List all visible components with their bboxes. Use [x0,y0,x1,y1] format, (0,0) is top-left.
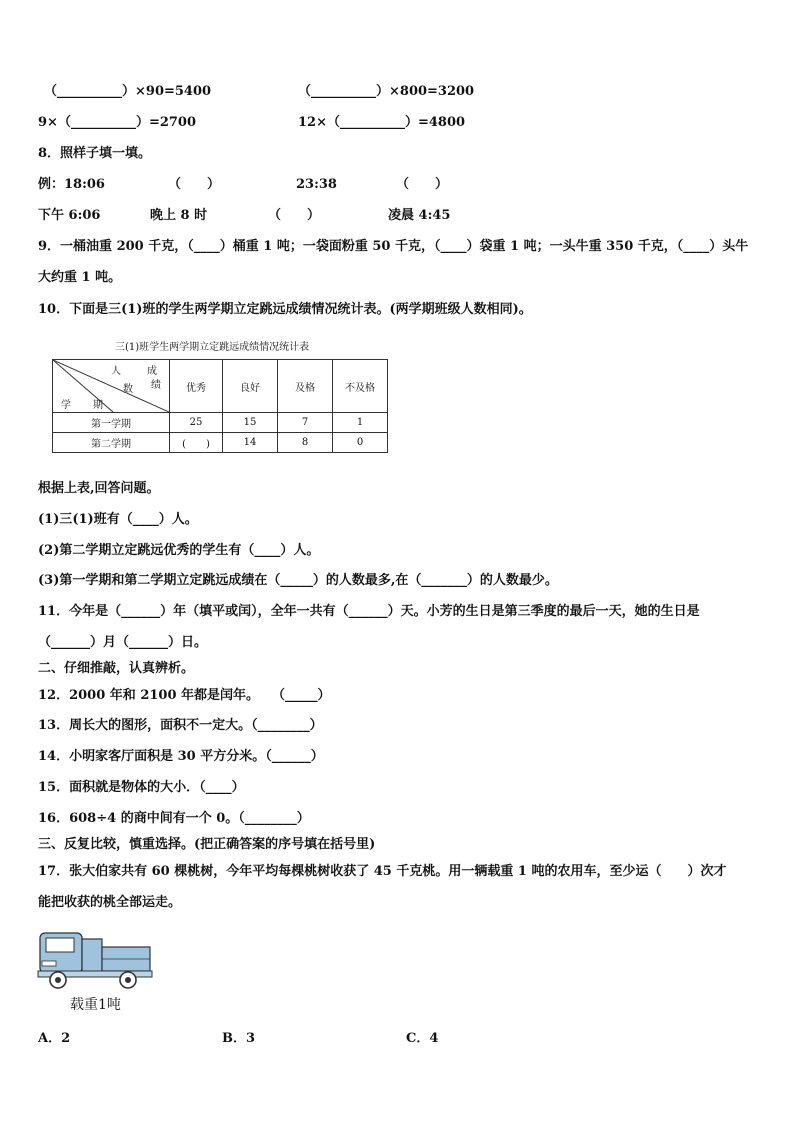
q10-intro: 根据上表,回答问题。 [38,481,160,496]
q8-time-2: 23:38 [296,177,337,192]
corner-shu: 数 [123,384,133,395]
option-c: C．4 [406,1031,439,1046]
table-cell: 15 [223,413,278,433]
header-excellent: 优秀 [170,360,223,413]
q11-line1: 11．今年是（______）年（填平或闰），全年一共有（______）天。小芳的生日是第三季度的最后一天，她的生日是 [38,604,700,619]
table-caption: 三(1)班学生两学期立定跳远成绩情况统计表 [115,342,310,353]
q8-night: 晚上 8 时 [150,208,208,223]
corner-cell [53,360,170,413]
q10-sub1: (1)三(1)班有（____）人。 [38,512,198,527]
q8-title: 8．照样子填一填。 [38,146,152,161]
table-cell: 14 [223,433,278,453]
header-fail: 不及格 [333,360,388,413]
table-cell: 1 [333,413,388,433]
q16: 16．608÷4 的商中间有一个 0。（________） [38,811,310,826]
corner-xue: 学 [61,400,71,411]
q10-sub3: (3)第一学期和第二学期立定跳远成绩在（_____）的人数最多,在（_______）的人数最少。 [38,573,558,588]
option-a: A．2 [38,1031,71,1046]
q8-blank-1: （ ） [168,177,221,192]
table-cell: 25 [170,413,223,433]
section-3-title: 三、反复比较，慎重选择。(把正确答案的序号填在括号里) [38,837,376,852]
q12: 12．2000 年和 2100 年都是闰年。 （_____） [38,688,331,703]
q8-example: 例：18:06 [38,177,105,192]
stats-table [52,359,388,453]
q14: 14．小明家客厅面积是 30 平方分米。（______） [38,749,324,764]
q8-blank-2: （ ） [396,177,449,192]
section-2-title: 二、仔细推敲，认真辨析。 [38,661,195,676]
table-cell: 0 [333,433,388,453]
q10-title: 10．下面是三(1)班的学生两学期立定跳远成绩情况统计表。(两学期班级人数相同)。 [38,302,532,317]
fill-d: 12×（__________）=4800 [298,115,466,130]
header-good: 良好 [223,360,278,413]
q11-line2: （______）月（______）日。 [38,635,208,650]
header-pass: 及格 [278,360,333,413]
q13: 13．周长大的图形，面积不一定大。（________） [38,718,323,733]
q9-line1: 9．一桶油重 200 千克，（____）桶重 1 吨；一袋面粉重 50 千克，（____）袋重 1 吨；一头牛重 350 千克，（____）头牛 [38,239,749,254]
fill-b: （__________）×800=3200 [298,84,475,99]
option-b: B．3 [222,1031,256,1046]
q17-line1: 17．张大伯家共有 60 棵桃树，今年平均每棵桃树收获了 45 千克桃。用一辆载重 1 吨的农用车，至少运（ ）次才 [38,864,727,879]
q10-sub2: (2)第二学期立定跳远优秀的学生有（____）人。 [38,543,320,558]
truck-caption: 载重1吨 [70,997,121,1013]
q15: 15．面积就是物体的大小．（____） [38,780,245,795]
corner-ren: 人 [111,366,121,377]
q8-blank-3: （ ） [268,208,321,223]
row-label: 第二学期 [53,433,170,453]
fill-c: 9×（__________）=2700 [38,115,197,130]
corner-ji: 绩 [151,380,161,391]
table-cell: 8 [278,433,333,453]
q8-pm: 下午 6:06 [38,208,101,223]
q9-line2: 大约重 1 吨。 [38,270,122,285]
fill-a: （__________）×90=5400 [44,84,212,99]
table-row [53,433,388,453]
q8-dawn: 凌晨 4:45 [388,208,451,223]
table-cell: 7 [278,413,333,433]
corner-qi: 期 [93,400,103,411]
table-cell: ( ) [170,433,223,453]
truck-icon [36,925,156,991]
q17-line2: 能把收获的桃全部运走。 [38,895,182,910]
table-row [53,413,388,433]
corner-cheng: 成 [147,366,157,377]
row-label: 第一学期 [53,413,170,433]
